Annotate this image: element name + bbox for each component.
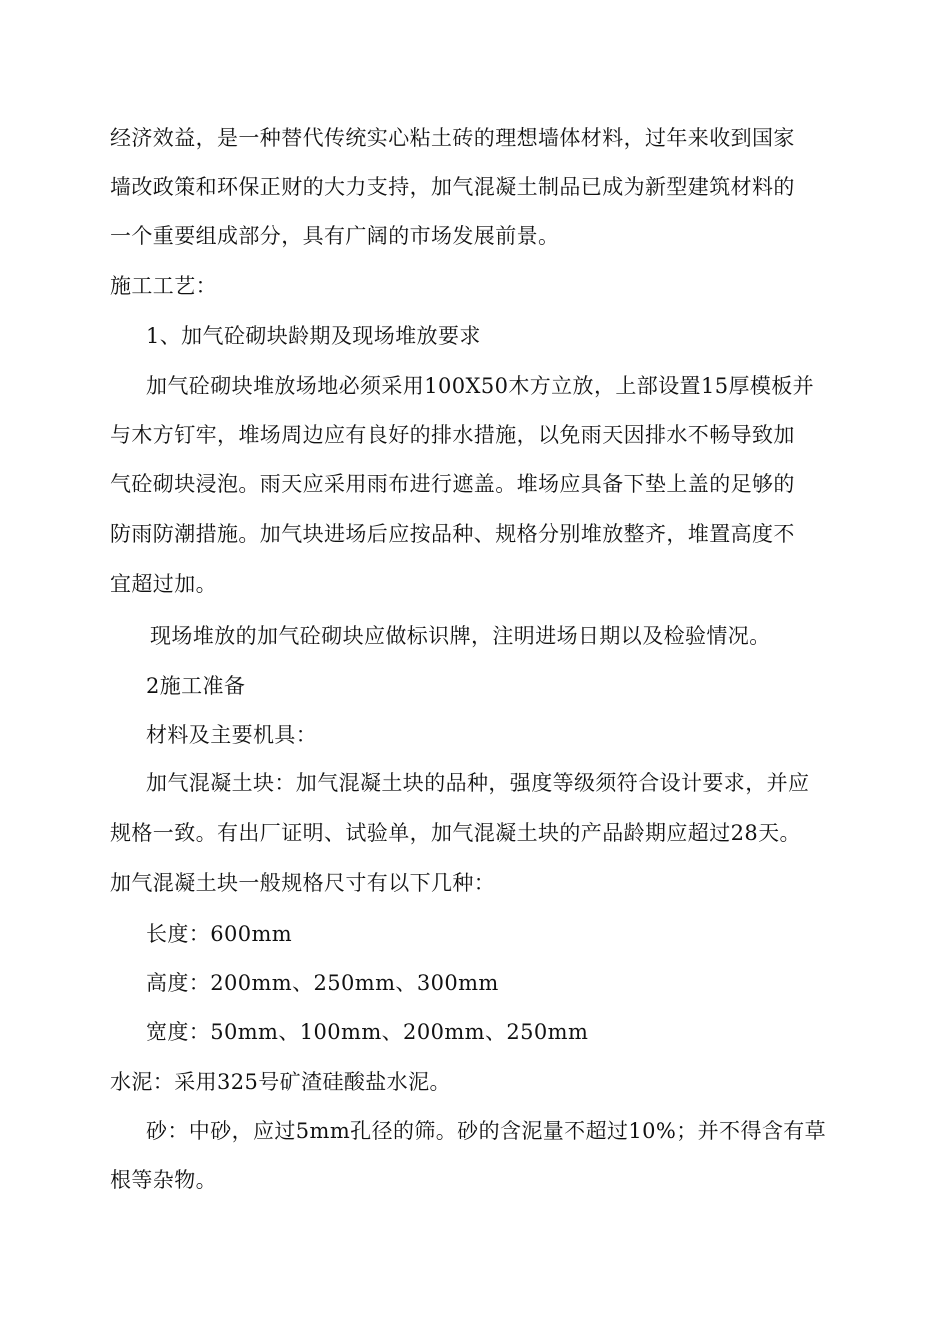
text-line: 根等杂物。 [110, 1168, 217, 1192]
text-line: 墙改政策和环保正财的大力支持，加气混凝土制品已成为新型建筑材料的 [110, 175, 795, 199]
spec-line-length: 长度：600mm [146, 922, 293, 946]
subsection-heading: 1、加气砼砌块龄期及现场堆放要求 [146, 324, 481, 348]
text-line: 水泥：采用325号矿渣硅酸盐水泥。 [110, 1070, 451, 1094]
text-line: 经济效益，是一种替代传统实心粘土砖的理想墙体材料，过年来收到国家 [110, 126, 795, 150]
text-line: 规格一致。有出厂证明、试验单，加气混凝土块的产品龄期应超过28天。 [110, 821, 801, 845]
text-line: 防雨防潮措施。加气块进场后应按品种、规格分别堆放整齐，堆置高度不 [110, 522, 795, 546]
text-line: 材料及主要机具： [146, 723, 318, 747]
spec-line-height: 高度：200mm、250mm、300mm [146, 971, 499, 995]
text-line: 砂：中砂，应过5mm孔径的筛。砂的含泥量不超过10%；并不得含有草 [146, 1119, 827, 1143]
text-line: 一个重要组成部分，具有广阔的市场发展前景。 [110, 224, 560, 248]
text-line: 现场堆放的加气砼砌块应做标识牌，注明进场日期以及检验情况。 [150, 624, 771, 648]
text-line: 加气砼砌块堆放场地必须采用100X50木方立放，上部设置15厚模板并 [146, 374, 815, 398]
text-line: 与木方钉牢，堆场周边应有良好的排水措施，以免雨天因排水不畅导致加 [110, 423, 795, 447]
text-line: 宜超过加。 [110, 572, 217, 596]
section-heading: 施工工艺： [110, 274, 217, 298]
spec-line-width: 宽度：50mm、100mm、200mm、250mm [146, 1020, 589, 1044]
text-line: 加气混凝土块：加气混凝土块的品种，强度等级须符合设计要求，并应 [146, 771, 810, 795]
subsection-heading: 2施工准备 [146, 674, 246, 698]
text-line: 气砼砌块浸泡。雨天应采用雨布进行遮盖。堆场应具备下垫上盖的足够的 [110, 472, 795, 496]
text-line: 加气混凝土块一般规格尺寸有以下几种： [110, 871, 496, 895]
